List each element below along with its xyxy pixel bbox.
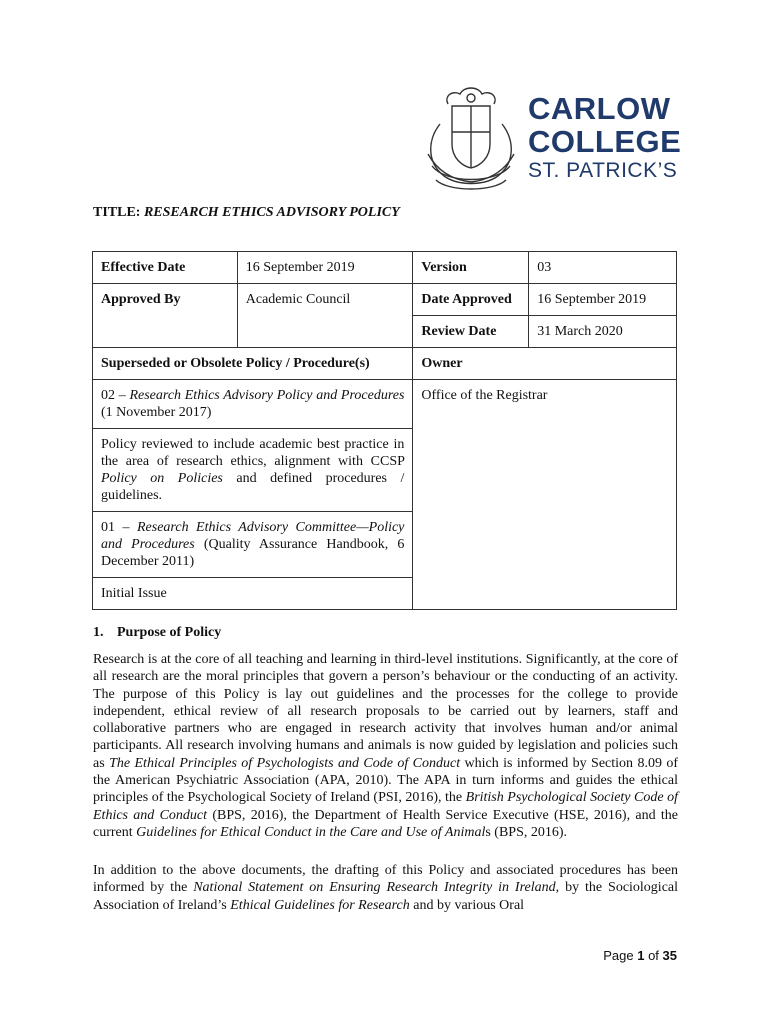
p2-italic-1: National Statement on Ensuring Research Integrity in Ireland [193,880,556,896]
p1-text-c: (BPS, 2016), the Department of Health Service Executive (HSE, 2016), and the current [93,807,678,840]
p2-text-b: , by the Sociological Association of Ireland’s [93,880,679,913]
p1-text-b: which is informed by Section 8.09 of the American Psychiatric Association (APA, 2010). The APA in turn informs and guides the ethical principles of the Psychological Society of Ireland (PSI, 2016), the [93,755,679,806]
table-row [93,252,677,284]
page-total: 35 [662,948,677,963]
effective-date-value: 16 September 2019 [237,252,413,284]
table-row [93,380,677,429]
title-text: RESEARCH ETHICS ADVISORY POLICY [143,205,400,220]
superseded-3-number: 01 – [101,520,130,535]
p2-text-c: and by various Oral [413,897,525,913]
effective-date-label: Effective Date [93,252,238,284]
superseded-entry-3 [93,512,413,578]
logo-wordmark [528,92,681,184]
approved-by-label: Approved By [93,284,238,348]
review-date-label: Review Date [413,316,529,348]
superseded-1-title: Research Ethics Advisory Policy and Procedures [129,388,405,403]
date-approved-value: 16 September 2019 [529,284,677,316]
logo-line-3: ST. PATRICK’S [528,159,678,182]
page-current: 1 [637,948,645,963]
superseded-entry-2 [93,429,413,512]
superseded-entry-4: Initial Issue [93,578,413,610]
version-label: Version [413,252,529,284]
document-title [93,205,400,221]
p1-italic-3: Guidelines for Ethical Conduct in the Care and Use of Animal [136,824,486,840]
policy-metadata-table [92,251,677,610]
version-value: 03 [529,252,677,284]
owner-label: Owner [413,348,677,380]
college-logo [418,84,680,196]
section-heading [93,625,221,641]
superseded-label: Superseded or Obsolete Policy / Procedure(s) [93,348,413,380]
owner-value: Office of the Registrar [413,380,677,610]
table-row [93,348,677,380]
superseded-2-text-b: and defined procedures / guidelines. [101,471,405,503]
review-date-value: 31 March 2020 [529,316,677,348]
p1-text-d: s (BPS, 2016). [485,824,568,840]
superseded-entry-1 [93,380,413,429]
superseded-2-italic: Policy on Policies [101,471,223,486]
superseded-2-text-a: Policy reviewed to include academic best practice in the area of research ethics, alignment with CCSP [101,437,405,469]
section-number: 1. [93,625,104,640]
superseded-3-source: (Quality Assurance Handbook, 6 December 2011) [101,537,405,569]
date-approved-label: Date Approved [413,284,529,316]
section-title: Purpose of Policy [117,625,222,640]
p2-text-a: In addition to the above documents, the drafting of this Policy and associated procedures has been informed by the [93,863,678,896]
title-prefix: TITLE: [93,205,141,220]
p1-text-a: Research is at the core of all teaching and learning in third-level institutions. Significantly, at the core of all research are the moral principles that govern a person’s behaviour or the conducting of an activity. The purpose of this Policy is lay out guidelines and the processes for the college to provide independent, ethical review of all research proposals to be carried out by learners, staff and collaborative partners who are engaged in research activity that involves human and/or animal participants. All research involving humans and animals is now guided by legislation and policies such as [93,652,678,771]
college-crest-icon [418,84,524,194]
superseded-3-title: Research Ethics Advisory Committee—Policy and Procedures [101,520,405,552]
page-number [603,948,677,963]
paragraph-1 [93,651,678,841]
p2-italic-2: Ethical Guidelines for Research [230,897,410,913]
p1-italic-1: The Ethical Principles of Psychologists and Code of Conduct [109,755,461,771]
of-word: of [648,948,659,963]
logo-line-2: COLLEGE [528,124,682,159]
table-row [93,284,677,316]
logo-line-1: CARLOW [528,91,671,126]
page-word: Page [603,948,634,963]
superseded-1-number: 02 – [101,388,126,403]
superseded-1-date: (1 November 2017) [101,405,212,420]
approved-by-value: Academic Council [237,284,413,348]
p1-italic-2: British Psychological Society Code of Ethics and Conduct [93,790,678,823]
paragraph-2 [93,862,678,914]
